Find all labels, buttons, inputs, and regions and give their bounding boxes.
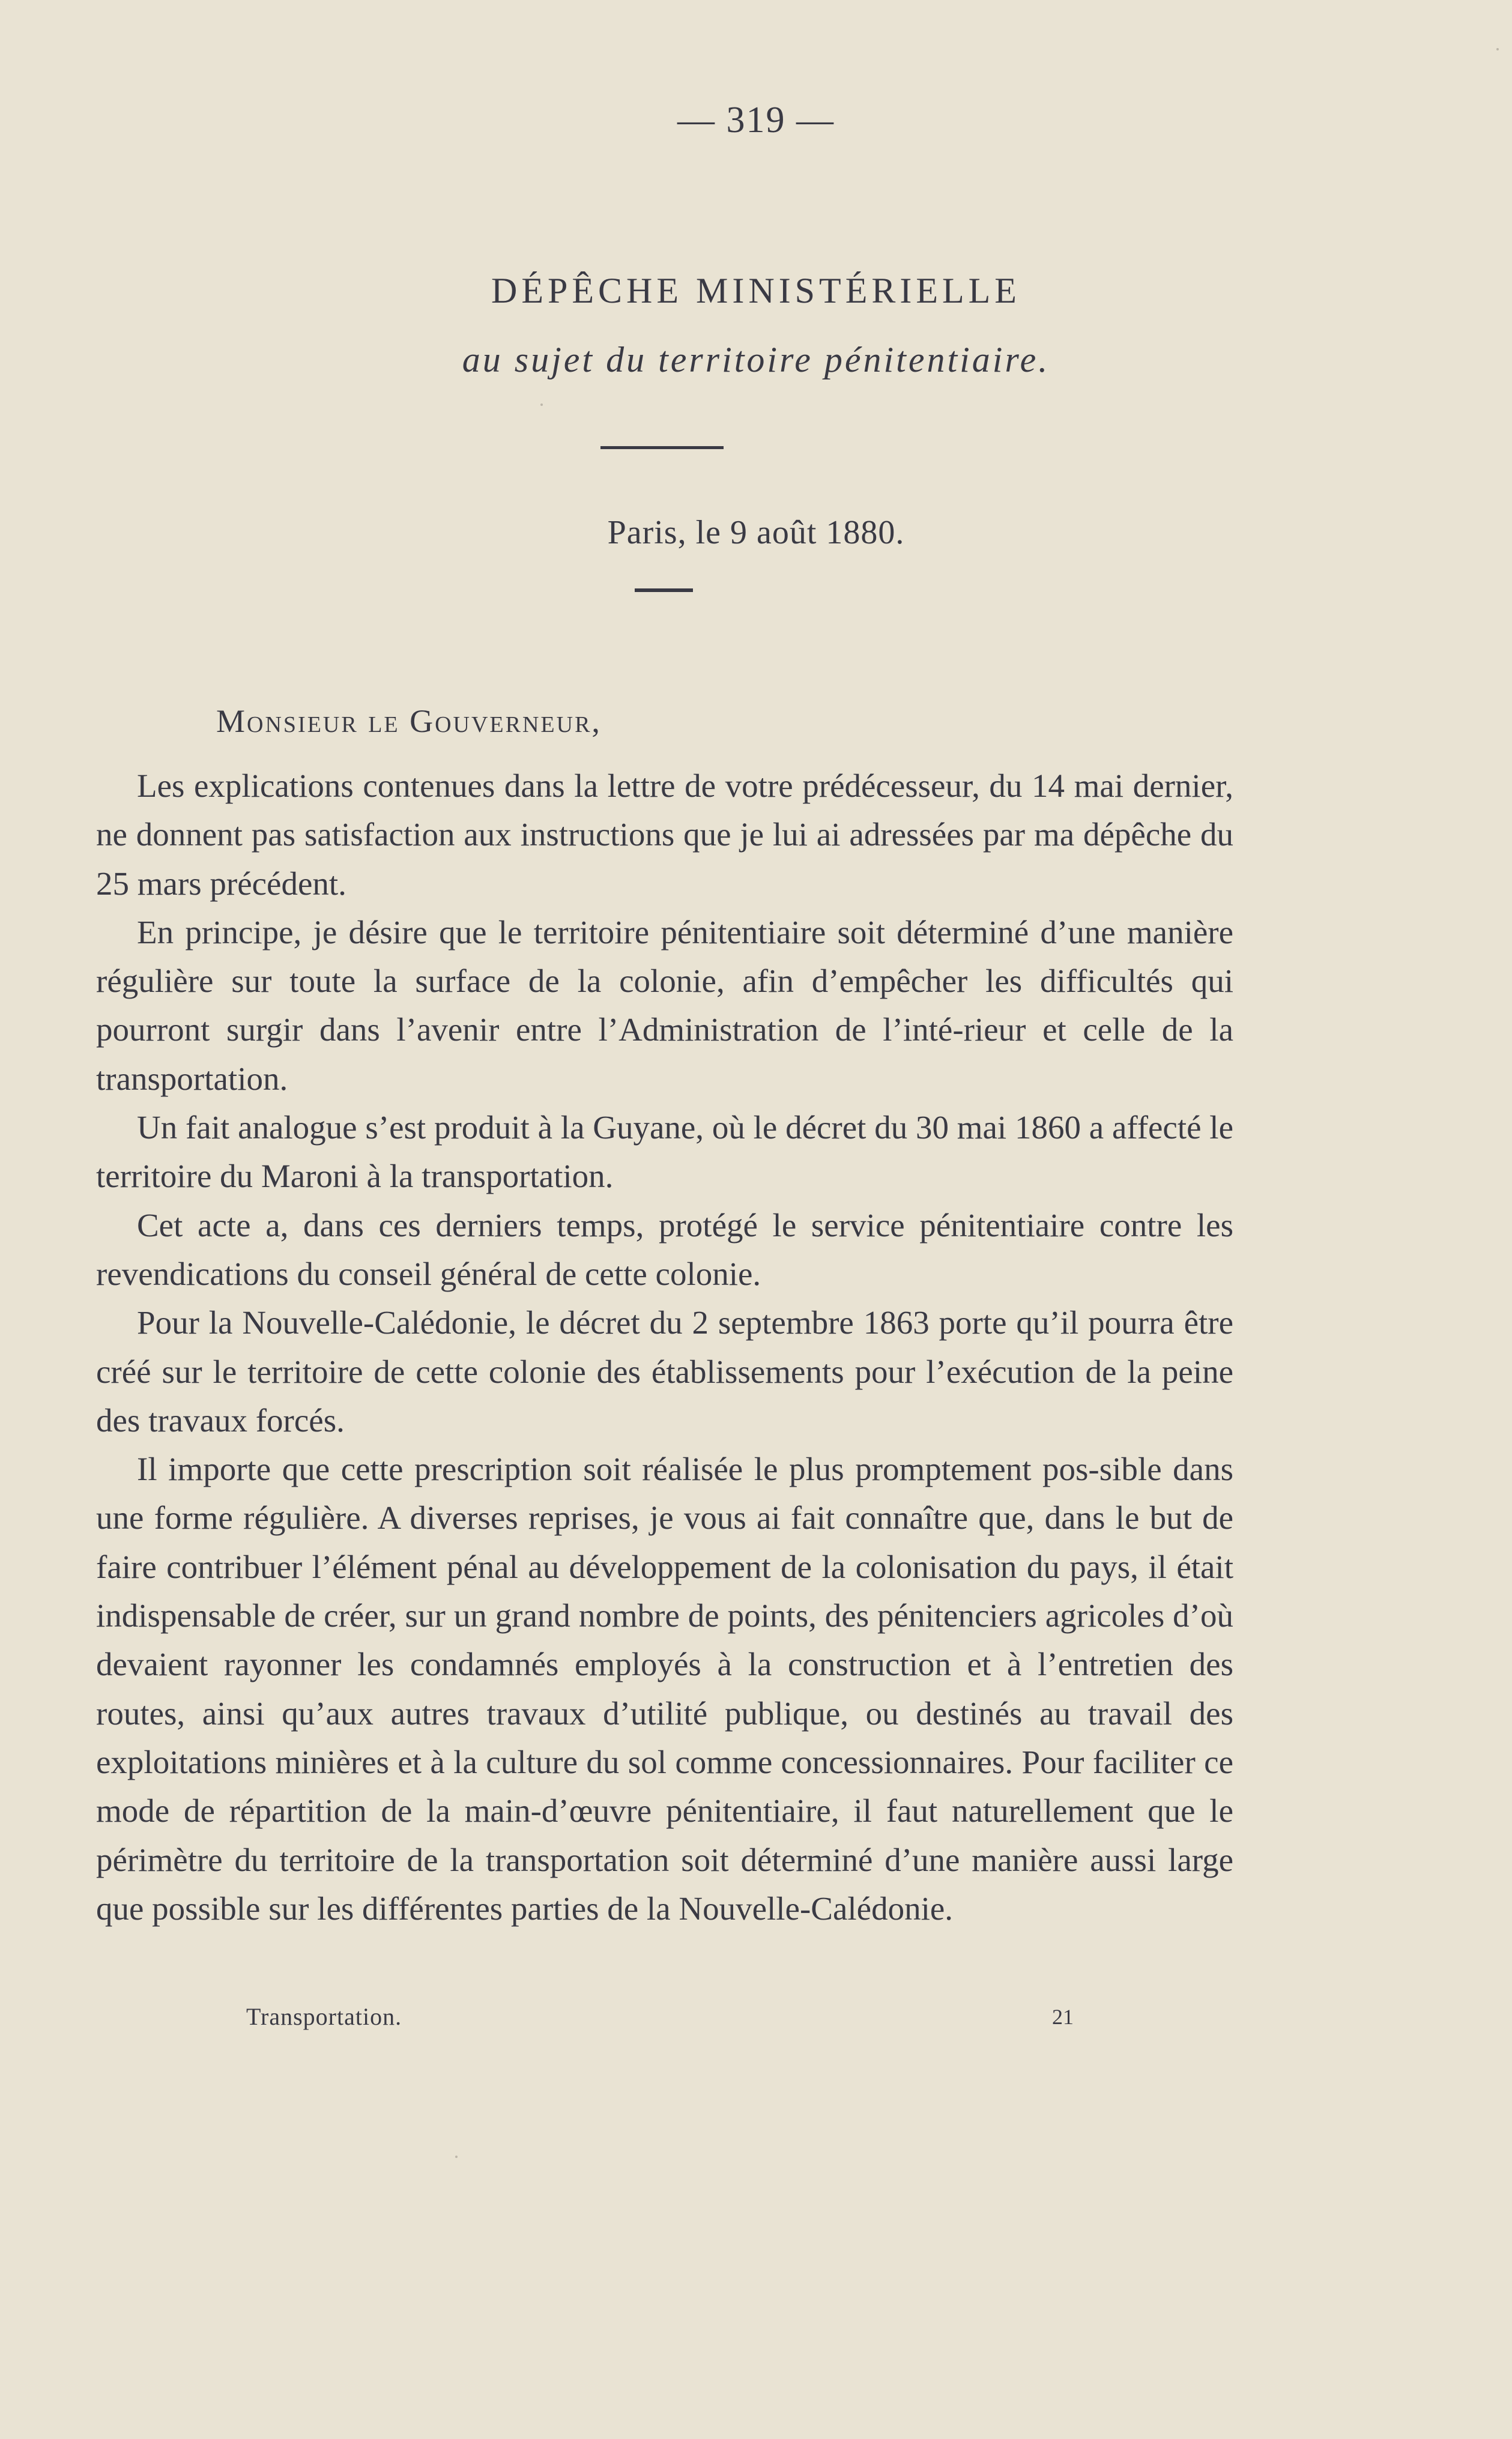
letter-body (96, 761, 1233, 1933)
paragraph: Cet acte a, dans ces derniers temps, protégé le service pénitentiaire contre les revendications du conseil général de cette colonie. (96, 1206, 1233, 1292)
signature-mark: Transportation. (246, 2003, 402, 2030)
paragraph: Les explications contenues dans la lettre de votre prédécesseur, du 14 mai dernier, ne donnent pas satisfaction aux instructions que je lui ai adressées par ma dépêche du 25 mars précédent. (96, 767, 1233, 902)
salutation: Monsieur le Gouverneur, (216, 703, 602, 739)
separator-rule-short (635, 588, 693, 592)
paper-speck (1496, 48, 1499, 50)
document-title: DÉPÊCHE MINISTÉRIELLE (491, 271, 1021, 310)
sheet-number: 21 (1052, 2005, 1074, 2029)
dateline: Paris, le 9 août 1880. (607, 514, 905, 551)
paragraph: Pour la Nouvelle-Calédonie, le décret du 2 septembre 1863 porte qu’il pourra être créé sur le territoire de cette colonie des établissements pour l’exécution de la peine des travaux forcés. (96, 1304, 1233, 1439)
document-subtitle: au sujet du territoire pénitentiaire. (462, 340, 1050, 379)
separator-rule (600, 446, 724, 449)
paper-speck (455, 2156, 458, 2158)
page-number: — 319 — (677, 100, 835, 141)
paragraph: En principe, je désire que le territoire pénitentiaire soit déterminé d’une manière régulière sur toute la surface de la colonie, afin d’empêcher les difficultés qui pourront surgir dans l’avenir entre l’Administration de l’inté-rieur et celle de la transportation. (96, 913, 1233, 1097)
paragraph: Il importe que cette prescription soit réalisée le plus promptement pos-sible dans une forme régulière. A diverses reprises, je vous ai fait connaître que, dans le but de faire contribuer l’élément pénal au développement de la colonisation du pays, il était indispensable de créer, sur un grand nombre de points, des pénitenciers agricoles d’où devaient rayonner les condamnés employés à la construction et à l’entretien des routes, ainsi qu’aux autres travaux d’utilité publique, ou destinés au travail des exploitations minières et à la culture du sol comme concessionnaires. Pour faciliter ce mode de répartition de la main-d’œuvre pénitentiaire, il faut naturellement que le périmètre du territoire de la transportation soit déterminé d’une manière aussi large que possible sur les différentes parties de la Nouvelle-Calédonie. (96, 1451, 1233, 1927)
paper-speck (540, 403, 543, 406)
paragraph: Un fait analogue s’est produit à la Guyane, où le décret du 30 mai 1860 a affecté le territoire du Maroni à la transportation. (96, 1109, 1233, 1195)
